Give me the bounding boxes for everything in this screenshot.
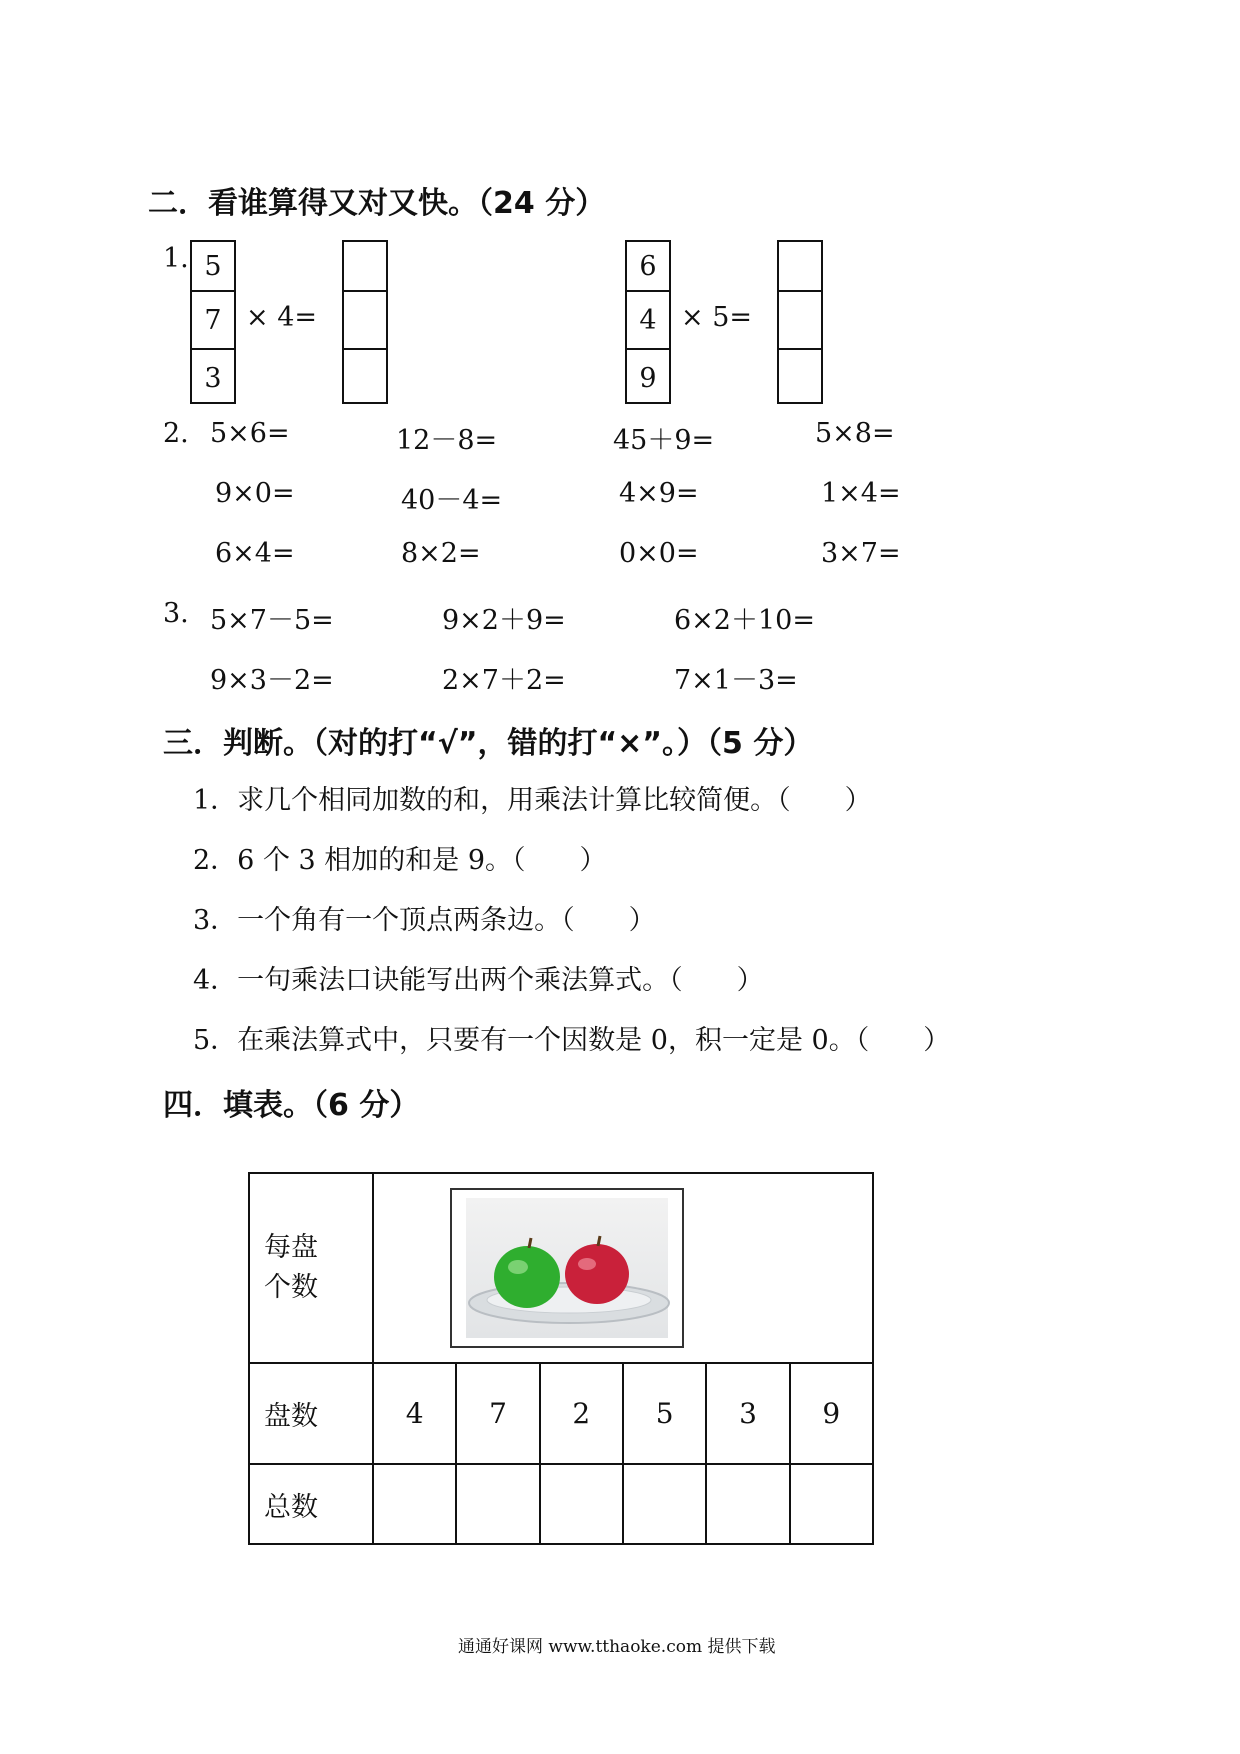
q2-expr: 6×4=: [215, 538, 295, 569]
plate-count-cell: 4: [373, 1363, 456, 1464]
q1-right-operator: × 5=: [681, 302, 753, 333]
q1-right-answer-boxes[interactable]: [777, 240, 823, 404]
digit-cell: 4: [627, 290, 669, 348]
q1-left-answer-boxes[interactable]: [342, 240, 388, 404]
q2-expr: 0×0=: [619, 538, 699, 569]
total-answer-cell[interactable]: [456, 1464, 539, 1544]
section-2-title: 二．看谁算得又对又快。（24 分）: [148, 186, 606, 221]
row-label-total: 总数: [249, 1464, 373, 1544]
q2-expr: 12－8=: [396, 425, 498, 456]
plate-count-cell: 3: [706, 1363, 789, 1464]
q1-right-digit-column: [625, 240, 671, 404]
row-label-per-plate: 每盘个数: [249, 1173, 373, 1363]
total-answer-cell[interactable]: [540, 1464, 623, 1544]
q2-expr: 1×4=: [821, 478, 901, 509]
q2-expr: 9×0=: [215, 478, 295, 509]
q1-left-operator: × 4=: [246, 302, 318, 333]
q2-expr: 5×6=: [210, 418, 290, 449]
judge-item: 2．6 个 3 相加的和是 9。（ ）: [193, 845, 607, 876]
apple-plate-image: [450, 1188, 684, 1348]
q3-expr: 5×7－5=: [210, 605, 334, 636]
q2-label: 2.: [163, 418, 189, 449]
q3-expr: 9×2＋9=: [442, 605, 566, 636]
digit-cell: 9: [627, 348, 669, 406]
q2-expr: 4×9=: [619, 478, 699, 509]
apples-on-plate-icon: [452, 1190, 686, 1350]
fill-table: [248, 1172, 874, 1545]
plate-count-cell: 2: [540, 1363, 623, 1464]
digit-cell: 7: [192, 290, 234, 348]
judge-item: 1．求几个相同加数的和，用乘法计算比较简便。（ ）: [193, 785, 872, 816]
q3-expr: 2×7＋2=: [442, 665, 566, 696]
section-4-title: 四．填表。（6 分）: [163, 1088, 420, 1123]
judge-item: 3．一个角有一个顶点两条边。（ ）: [193, 905, 656, 936]
answer-cell[interactable]: [344, 242, 386, 290]
q3-expr: 6×2＋10=: [674, 605, 815, 636]
q3-expr: 9×3－2=: [210, 665, 334, 696]
answer-cell[interactable]: [779, 290, 821, 348]
plate-count-cell: 5: [623, 1363, 706, 1464]
digit-cell: 3: [192, 348, 234, 406]
q1-left-digit-column: [190, 240, 236, 404]
answer-cell[interactable]: [779, 348, 821, 406]
total-answer-cell[interactable]: [790, 1464, 873, 1544]
q2-expr: 3×7=: [821, 538, 901, 569]
answer-cell[interactable]: [779, 242, 821, 290]
q2-expr: 8×2=: [401, 538, 481, 569]
total-answer-cell[interactable]: [373, 1464, 456, 1544]
q3-label: 3.: [163, 598, 189, 629]
plate-count-cell: 9: [790, 1363, 873, 1464]
total-answer-cell[interactable]: [706, 1464, 789, 1544]
q3-expr: 7×1－3=: [674, 665, 798, 696]
footer-text: 通通好课网 www.tthaoke.com 提供下载: [458, 1637, 776, 1657]
q2-expr: 5×8=: [815, 418, 895, 449]
judge-item: 5．在乘法算式中，只要有一个因数是 0，积一定是 0。（ ）: [193, 1025, 951, 1056]
apple-picture-cell: [373, 1173, 873, 1363]
digit-cell: 5: [204, 250, 222, 282]
q1-label: 1.: [163, 243, 189, 274]
section-3-title: 三．判断。（对的打“√”，错的打“×”。）（5 分）: [163, 726, 814, 761]
q2-expr: 45＋9=: [613, 425, 715, 456]
judge-item: 4．一句乘法口诀能写出两个乘法算式。（ ）: [193, 965, 764, 996]
q2-expr: 40－4=: [401, 485, 503, 516]
row-label-plates: 盘数: [249, 1363, 373, 1464]
answer-cell[interactable]: [344, 290, 386, 348]
plate-count-cell: 7: [456, 1363, 539, 1464]
digit-cell: 6: [639, 250, 657, 282]
answer-cell[interactable]: [344, 348, 386, 406]
total-answer-cell[interactable]: [623, 1464, 706, 1544]
